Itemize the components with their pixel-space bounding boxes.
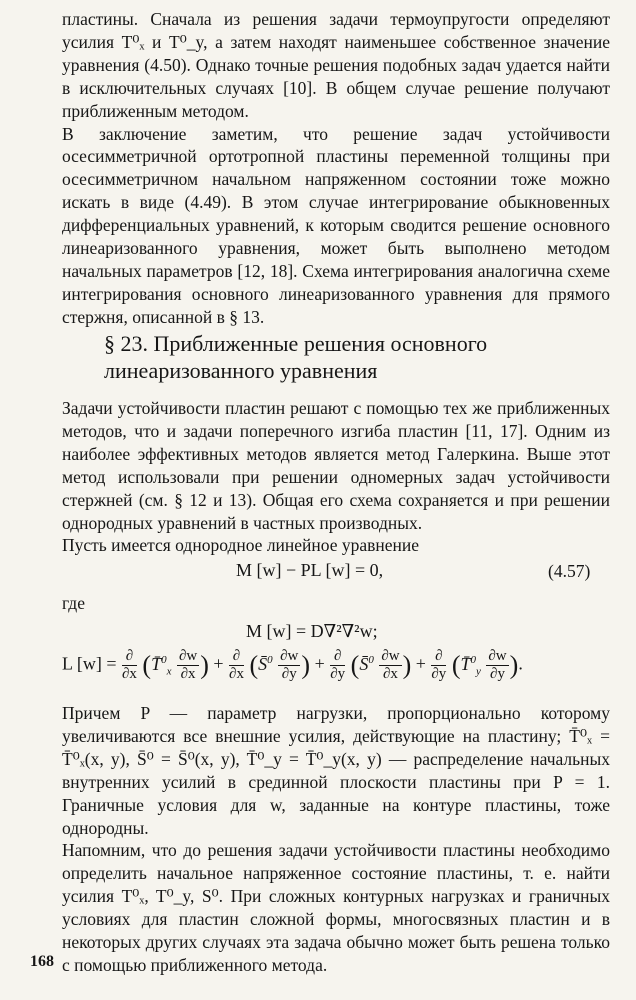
partial-dx-fraction: $\frac{\partial}{\partial x}$: [121, 648, 137, 682]
paragraph-5: Причем P — параметр нагрузки, пропорционально которому увеличиваются все внешние усилия, действующие на пластину; T̄⁰ₓ = T̄⁰ₓ(x, y), S̄⁰ = S̄⁰(x, y), T̄⁰_y = T̄⁰_y(x, y) — распределение начальных внутренних усилий в срединной плоскости пластины при P = 1. Граничные условия для w, заданные на контуре пластины, тоже однородны.: [62, 703, 610, 838]
text-block-bottom: [62, 702, 610, 977]
dw-dx-fraction-2: $\frac{\partial w}{\partial x}$: [381, 648, 400, 682]
text-block-middle: [62, 397, 610, 557]
partial-dx-fraction-2: $\frac{\partial}{\partial x}$: [229, 648, 244, 682]
l-operator-lhs: L [w] =: [62, 653, 117, 674]
equation-number: (4.57): [548, 561, 591, 581]
page-number: 168: [30, 953, 54, 970]
equation-m-operator: M [w] = D∇²∇²w;: [246, 621, 378, 641]
paragraph-2: В заключение заметим, что решение задач устойчивости осесимметричной ортотропной пластины переменной толщины при осесимметричном начальном напряженном состоянии тоже можно искать в виде (4.49). В этом случае интегрирование обыкновенных дифференциальных уравнений, к которым сводится решение основного линеаризованного уравнения, может быть выполнено методом начальных параметров [12, 18]. Схема интегрирования аналогична схеме интегрирования основного линеаризованного уравнения для прямого стержня, описанной в § 13.: [62, 123, 610, 327]
paragraph-4: Пусть имеется однородное линейное уравнение: [62, 535, 420, 556]
equation-l-operator: L [w] = $\frac{\partial}{\partial x}$ (T̄$^0_x$ $\frac{\partial w}{\partial x}$ ) + $\frac{\partial}{\partial x}$ (S̄$^0$ $\frac{\partial w}{\partial y}$ ) + $\frac{\partial}{\partial y}$ (S̄$^0$ $\frac{\partial w}{\partial x}$ ) + $\frac{\partial}{\partial y}$ (T̄$^0_y$ $\frac{\partial w}{\partial y}$ ).: [62, 648, 523, 682]
where-label: где: [62, 593, 85, 613]
text-block-top: [62, 8, 610, 329]
section-heading: § 23. Приближенные решения основного линеаризованного уравнения: [104, 331, 488, 383]
paragraph-6: Напомним, что до решения задачи устойчивости пластины необходимо определить начальное напряженное состояние пластины, т. е. найти усилия T⁰ₓ, T⁰_y, S⁰. При сложных контурных нагрузках и граничных условиях для пластин сложной формы, многосвязных пластин и в некоторых других случаях эта задача обычно может быть решена только с помощью приближенного метода.: [62, 840, 610, 975]
partial-dy-fraction-2: $\frac{\partial}{\partial y}$: [431, 648, 447, 682]
dw-dx-fraction: $\frac{\partial w}{\partial x}$: [178, 648, 198, 682]
equation-4-57: M [w] − PL [w] = 0,: [236, 560, 384, 580]
partial-dy-fraction: $\frac{\partial}{\partial y}$: [330, 648, 346, 682]
paragraph-3: Задачи устойчивости пластин решают с помощью тех же приближенных методов, что и задачи поперечного изгиба пластин [11, 17]. Одним из наиболее эффективных методов является метод Галеркина. Выше этот метод использовали при решении одномерных задач устойчивости стержней (см. § 12 и 13). Общая его схема сохраняется и при решении однородных уравнений в частных производных.: [62, 398, 610, 533]
dw-dy-fraction: $\frac{\partial w}{\partial y}$: [280, 648, 299, 682]
paragraph-1: пластины. Сначала из решения задачи термоупругости определяют усилия T⁰ₓ и T⁰_y, а затем находят наименьшее собственное значение уравнения (4.50). Однако точные решения подобных задач удается найти в исключительных случаях [10]. В общем случае решение получают приближенным методом.: [62, 9, 610, 121]
dw-dy-fraction-2: $\frac{\partial w}{\partial y}$: [488, 648, 507, 682]
